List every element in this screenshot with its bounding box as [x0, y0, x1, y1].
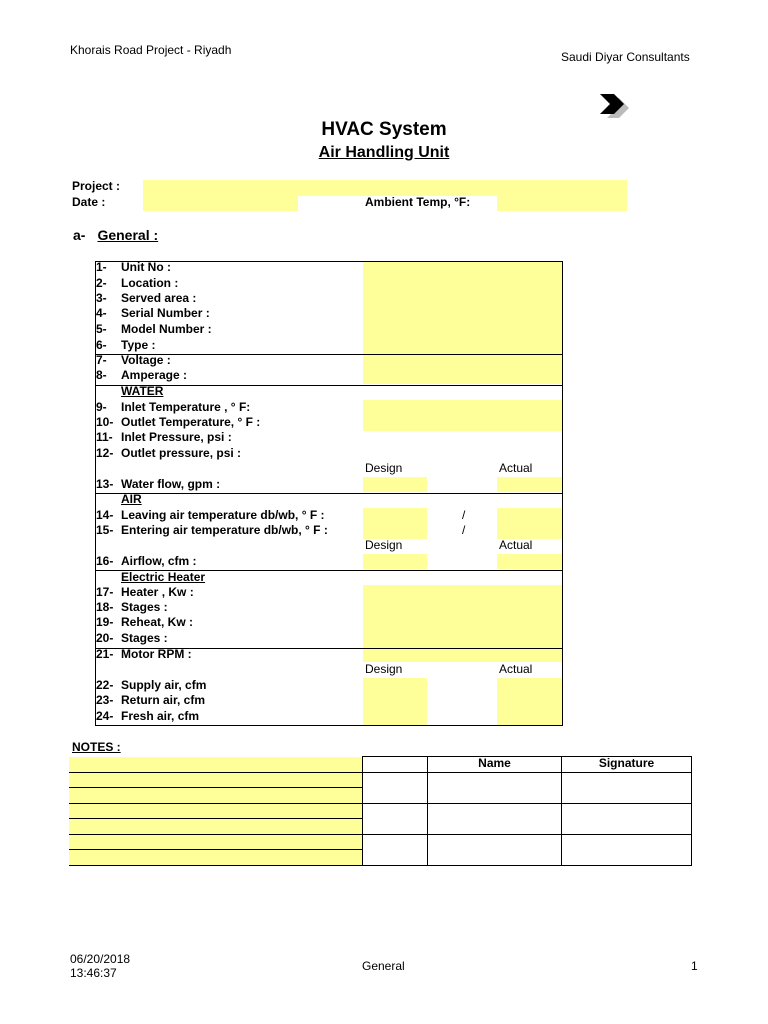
sig-table-col-line	[362, 756, 363, 866]
item-leaving-air-temp: 14- Leaving air temperature db/wb, ° F :	[96, 508, 325, 522]
signature-cell[interactable]	[562, 804, 691, 834]
signature-column-header: Signature	[598, 756, 655, 770]
notes-line	[69, 865, 362, 866]
item-served-area: 3- Served area :	[96, 291, 197, 305]
project-label: Project :	[72, 179, 121, 193]
notes-line	[69, 803, 362, 804]
item-amperage: 8- Amperage :	[96, 368, 188, 382]
item-inlet-pressure: 11- Inlet Pressure, psi :	[96, 430, 232, 444]
item-entering-air-temp: 15- Entering air temperature db/wb, ° F :	[96, 523, 328, 537]
project-header: Khorais Road Project - Riyadh	[70, 43, 232, 57]
footer-page-number: 1	[691, 959, 698, 973]
item-fresh-air: 24- Fresh air, cfm	[96, 709, 200, 723]
name-cell[interactable]	[428, 773, 561, 803]
airflow-design-field[interactable]	[363, 554, 427, 569]
subhead-electric-heater: Electric Heater	[121, 570, 206, 584]
slash-separator: /	[462, 523, 466, 537]
notes-label: NOTES :	[72, 740, 121, 754]
actual-header: Actual	[499, 538, 533, 552]
item-unit-no: 1- Unit No :	[96, 260, 171, 274]
notes-line	[69, 772, 362, 773]
notes-line	[69, 834, 362, 835]
notes-line	[69, 787, 362, 788]
table-divider	[95, 493, 563, 494]
table-border-bottom	[95, 725, 563, 726]
item-model-number: 5- Model Number :	[96, 322, 212, 336]
item-supply-air: 22- Supply air, cfm	[96, 678, 207, 692]
subhead-water: WATER	[121, 384, 164, 398]
sig-table-col-line	[691, 756, 692, 866]
footer-sheet-name: General	[362, 959, 405, 973]
item-outlet-temperature: 10- Outlet Temperature, ° F :	[96, 415, 261, 429]
subhead-air: AIR	[121, 492, 142, 506]
item-motor-rpm: 21- Motor RPM :	[96, 647, 192, 661]
slash-separator: /	[462, 508, 466, 522]
signature-cell[interactable]	[562, 835, 691, 865]
item-stages: 18- Stages :	[96, 600, 168, 614]
actual-header: Actual	[499, 662, 533, 676]
air-temp-design-field[interactable]	[363, 508, 427, 539]
document-title: HVAC System	[321, 119, 447, 140]
notes-line	[69, 818, 362, 819]
item-type: 6- Type :	[96, 338, 156, 352]
table-border-right	[562, 261, 563, 726]
consultant-name: Saudi Diyar Consultants	[561, 50, 690, 64]
name-cell[interactable]	[428, 835, 561, 865]
item-voltage: 7- Voltage :	[96, 353, 171, 367]
section-general-heading	[73, 227, 158, 243]
project-field[interactable]	[143, 180, 627, 196]
air-cfm-actual-fields[interactable]	[497, 678, 562, 725]
design-header: Design	[365, 538, 403, 552]
notes-line	[69, 849, 362, 850]
signature-cell[interactable]	[562, 773, 691, 803]
airflow-actual-field[interactable]	[497, 554, 562, 569]
table-divider	[95, 385, 563, 386]
ambient-temp-field[interactable]	[497, 196, 627, 211]
item-serial-number: 4- Serial Number :	[96, 306, 210, 320]
design-header: Design	[365, 461, 403, 475]
date-field[interactable]	[143, 196, 298, 211]
footer-time: 13:46:37	[70, 966, 117, 980]
item-return-air: 23- Return air, cfm	[96, 693, 206, 707]
water-flow-design-field[interactable]	[363, 477, 427, 492]
heater-fields[interactable]	[363, 585, 562, 662]
section-prefix: a-	[73, 227, 86, 243]
item-heater-kw: 17- Heater , Kw :	[96, 585, 194, 599]
item-reheat-kw: 19- Reheat, Kw :	[96, 615, 194, 629]
actual-header: Actual	[499, 461, 533, 475]
item-location: 2- Location :	[96, 276, 179, 290]
sig-table-bottom	[362, 865, 692, 866]
footer-date: 06/20/2018	[70, 952, 131, 966]
document-subtitle: Air Handling Unit	[318, 144, 450, 161]
item-water-flow: 13- Water flow, gpm :	[96, 477, 221, 491]
name-column-header: Name	[478, 756, 511, 770]
name-cell[interactable]	[428, 804, 561, 834]
item-inlet-temperature: 9- Inlet Temperature , ° F:	[96, 400, 251, 414]
section-title: General :	[97, 227, 159, 243]
item-stages-2: 20- Stages :	[96, 631, 168, 645]
item-airflow: 16- Airflow, cfm :	[96, 554, 197, 568]
design-header: Design	[365, 662, 403, 676]
air-cfm-design-fields[interactable]	[363, 678, 427, 725]
water-flow-actual-field[interactable]	[497, 477, 562, 492]
air-temp-actual-field[interactable]	[497, 508, 562, 539]
general-info-fields[interactable]	[363, 262, 562, 384]
ambient-temp-label: Ambient Temp, °F:	[365, 195, 471, 209]
water-temp-fields[interactable]	[363, 400, 562, 431]
item-outlet-pressure: 12- Outlet pressure, psi :	[96, 446, 242, 460]
date-label: Date :	[72, 195, 106, 209]
